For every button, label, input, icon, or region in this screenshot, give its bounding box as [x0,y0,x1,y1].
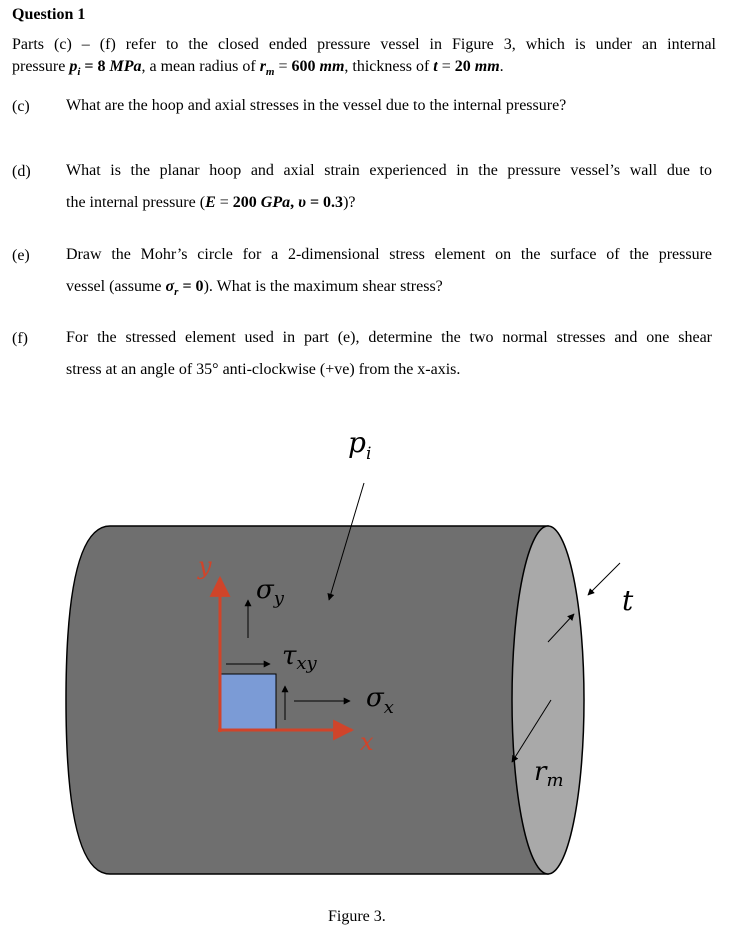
sigma-x-label: $\sigma_x$ [366,683,394,718]
intro-line-1: Parts (c) – (f) refer to the closed ended pressure vessel in Figure 3, which is under an internal [12,36,716,53]
part-label: (d) [12,163,31,180]
part-text: What are the hoop and axial stresses in the vessel due to the internal pressure? [66,97,567,114]
pi-label: $p_i$ [348,426,372,464]
axis-x-label: x [360,728,374,756]
intro-line-2: pressure $p_i = 8$ MPa, a mean radius of $r_m = 600$ mm, thickness of t = 20 mm. [12,58,504,79]
tau-label: τxy [282,641,317,674]
intro-paragraph [12,34,716,83]
stress-element [220,674,276,730]
axis-y-label: y [198,552,212,580]
t-label: t [622,584,634,617]
thickness-arrow-outer [588,563,620,595]
pressure-vessel-figure [0,410,746,910]
question-title: Question 1 [12,6,86,23]
sigma-y-label: $\sigma_y$ [256,575,284,609]
part-label: (e) [12,247,30,264]
figure-caption: Figure 3. [328,908,386,925]
rm-label: $r_m$ [534,757,564,791]
part-text: Draw the Mohr’s circle for a 2-dimensional stress element on the surface of the pressure vessel (assume $\sigma_r = 0$). What is the maximum shear stress? [66,246,712,299]
part-text: For the stressed element used in part (e), determine the two normal stresses and one shear stress at an angle of 35° anti-clockwise (+ve) from the x-axis. [66,329,712,378]
part-text: What is the planar hoop and axial strain experienced in the pressure vessel’s wall due to the internal pressure (E = 200 GPa, υ = 0.3)? [66,162,712,211]
cylinder-body [66,526,548,874]
part-label: (c) [12,98,30,115]
part-label: (f) [12,330,28,347]
cylinder-end-face [512,526,584,874]
